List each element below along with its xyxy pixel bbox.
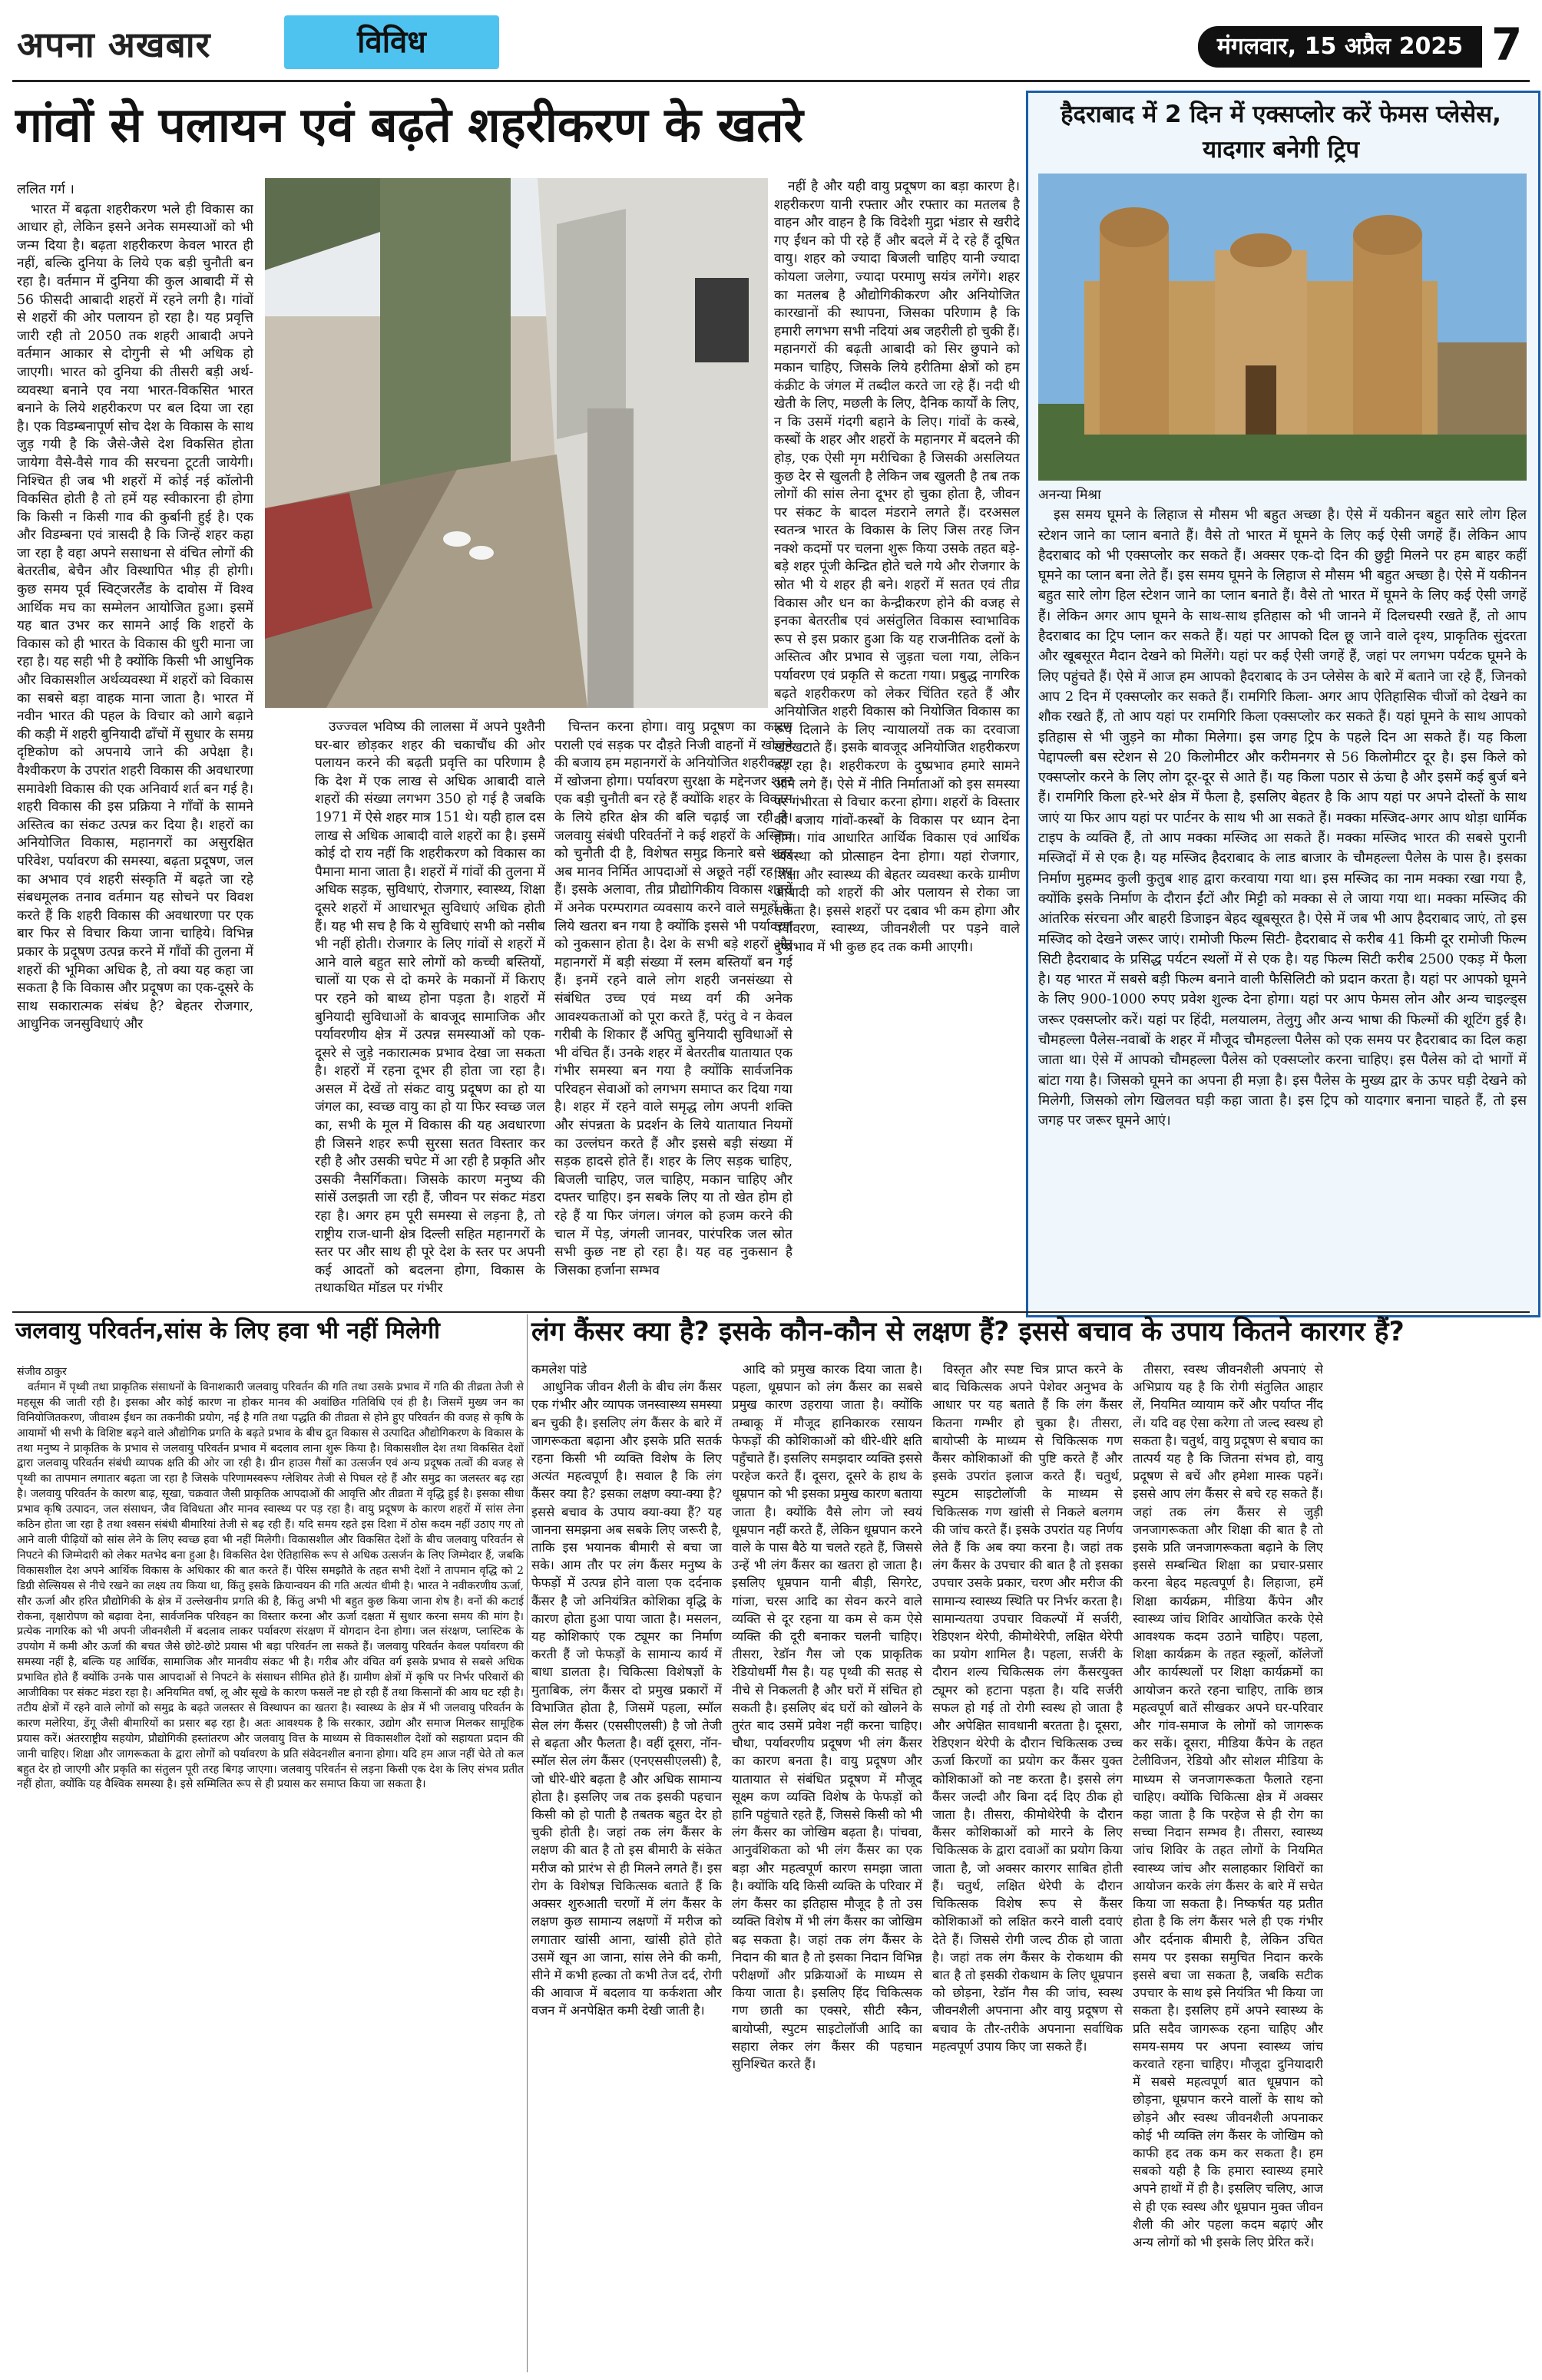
newspaper-brand: अपना अखबार: [17, 24, 211, 65]
article1-byline: ललित गर्ग ।: [17, 182, 74, 197]
article1-column-3: [554, 719, 793, 1310]
article2-byline: संजीव ठाकुर: [17, 1366, 67, 1378]
section-label: विविध: [284, 15, 499, 69]
masthead-rule: [12, 80, 1530, 82]
column-divider: [527, 1314, 528, 2372]
article1-text-2: उज्ज्वल भविष्य की लालसा में अपने पुश्तैनी घर-बार छोड़कर शहर की चकाचौंध की ओर पलायन करने की बढ़ती प्रवृत्ति का परिणाम है कि देश में एक लाख से अधिक आबादी वाले शहरों की संख्या लगभग 350 हो गई है जबकि 1971 में ऐसे शहर मात्र 151 थे। यही हाल दस लाख से अधिक आबादी वाले शहरों का है। इसमें कोई दो राय नहीं कि शहरीकरण को विकास का पैमाना माना जाता है। शहरों में गांवों की तुलना में अधिक सड़क, सुविधाएं, रोजगार, स्वास्थ्य, शिक्षा दूसरे शहरों में आधारभूत सुविधाएं अधिक होती हैं। यह भी सच है कि ये सुविधाएं सभी को नसीब भी नहीं होती। रोजगार के लिए गांवों से शहरों में आने वाले बहुत सारे लोगों को कच्ची बस्तियों, चालों या एक से दो कमरे के मकानों में किराए पर रहने को बाध्य होना पड़ता है। शहरों में बुनियादी सुविधाओं के बावजूद सामाजिक और पर्यावरणीय क्षेत्र में उत्पन्न समस्याओं को एक-दूसरे से जुड़े नकारात्मक प्रभाव देखा जा सकता है। शहरों में रहना दूभर ही होता जा रहा है। असल में देखें तो संकट वायु प्रदूषण का हो या जंगल का, स्वच्छ वायु का हो या फिर स्वच्छ जल का, सभी के मूल में विकास की यह अवधारणा ही जिसने शहर रूपी सुरसा सतत विस्तार कर रही है और उसकी चपेट में आ रही है प्रकृति और उसकी नैसर्गिकता। जिसके कारण मनुष्य की सांसें उलझती जा रही हैं, जीवन पर संकट मंडरा रहा है। अगर हम पूरी समस्या से लड़ना है, तो राष्ट्रीय राज-धानी क्षेत्र दिल्ली सहित महानगरों के स्तर पर और साथ ही पूरे देश के स्तर पर अपनी कई आदतों को बदलना होगा, विकास के तथाकथित मॉडल पर गंभीर: [315, 719, 545, 1297]
page-number: 7: [1491, 18, 1523, 71]
article1-text-4: नहीं है और यही वायु प्रदूषण का बड़ा कारण है। शहरीकरण यानी रफ्तार और रफ्तार का मतलब है वाहन और वाहन है कि विदेशी मुद्रा भंडार से खरीदे गए ईंधन को पी रहे हैं और बदले में दे रहे हैं दूषित वायु। शहर को ज्यादा बिजली चाहिए यानी ज्यादा कोयला जलेगा, ज्यादा परमाणु सयंत्र लगेंगे। शहर का मतलब है औद्योगिकीकरण और अनियोजित कारखानों की स्थापना, जिसका परिणाम है कि हमारी लगभग सभी नदियां अब जहरीली हो चुकी हैं। महानगरों की बढ़ती आबादी को सिर छुपाने को मकान चाहिए, जिसके लिये हरीतिमा क्षेत्रों को हम कंक्रीट के जंगल में तब्दील करते जा रहे हैं। नदी थी खेती के लिए, मछली के लिए, दैनिक कार्यों के लिए, न कि उसमें गंदगी बहाने के लिए। गांवों के कस्बे, कस्बों के शहर और शहरों के महानगर में बदलने की होड़, एक ऐसी मृग मरीचिका है जिसकी असलियत कुछ देर से खुलती है लेकिन जब खुलती है तब तक लोगों की सांस लेना दूभर हो चुका होता है, जीवन पर संकट के बादल मंडराने लगते हैं। दरअसल स्वतन्त्र भारत के विकास के लिए जिस तरह जिन नक्शे कदमों पर चलना शुरू किया उसके तहत बड़े-बड़े शहर पूंजी केन्द्रित होते चले गये और रोजगार के स्रोत भी ये शहर ही बने। शहरों में सतत एवं तीव्र विकास और धन का केन्द्रीकरण होने की वजह से इनका बेतरतीब एवं असंतुलित विकास स्वाभाविक रूप से इस प्रकार हुआ कि यह राजनीतिक दलों के अस्तित्व और प्रभाव से जुड़ता चला गया, लेकिन पर्यावरण एवं प्रकृति से कटता गया। प्रबुद्ध नागरिक बढ़ते शहरीकरण को लेकर चिंतित रहते हैं और अनियोजित शहरी विकास को नियोजित विकास का रूप दिलाने के लिए न्यायालयों तक का दरवाजा खटखटाते हैं। इसके बावजूद अनियोजित शहरीकरण बढ़ रहा है। शहरीकरण के दुष्प्रभाव हमारे सामने आने लगे हैं। ऐसे में नीति निर्माताओं को इस समस्या पर गंभीरता से विचार करना होगा। शहरों के विस्तार की बजाय गांवों-कस्बों के विकास पर ध्यान देना होगा। गांव आधारित आर्थिक विकास एवं आर्थिक व्यवस्था को प्रोत्साहन देना होगा। यहां रोजगार, शिक्षा और स्वास्थ्य की बेहतर व्यवस्था करके ग्रामीण आबादी को शहरों की ओर पलायन से रोका जा सकता है। इससे शहरों पर दबाव भी कम होगा और पर्यावरण, स्वास्थ्य, जीवनशैली पर पड़ने वाले दुष्प्रभाव में भी कुछ हद तक कमी आएगी।: [774, 179, 1020, 955]
fort-image: [1038, 174, 1527, 481]
article1-column-4: [774, 178, 1020, 1310]
section-divider: [12, 1311, 1530, 1313]
article1-text-1: भारत में बढ़ता शहरीकरण भले ही विकास का आधार हो, लेकिन इसने अनेक समस्याओं को भी जन्म दिया है। बढ़ता शहरीकरण केवल भारत ही नहीं, बल्कि दुनिया के लिये एक बड़ी चुनौती बन रहा है। वर्तमान में दुनिया की कुल आबादी में से 56 फीसदी आबादी शहरों में रहने लगी है। गांवों से शहरों की ओर पलायन हो रहा है। यह प्रवृत्ति जारी रही तो 2050 तक शहरी आबादी अपने वर्तमान आकार से दोगुनी से भी अधिक हो जाएगी। भारत को दुनिया की तीसरी बड़ी अर्थ-व्यवस्था बनाने एव नया भारत-विकसित भारत बनाने के लिये शहरीकरण पर बल दिया जा रहा है। एक विडम्बनापूर्ण सोच देश के विकास के साथ जुड़ गयी है कि जैसे-जैसे देश विकसित होता जायेगा वैसे-वैसे गाव की सरचना टूटती जायेगी। निश्चित ही जब भी शहरों में कोई नई कॉलोनी विकसित होती है तो हमें यह स्वीकारना ही होगा कि किसी न किसी गाव की कुर्बानी हुई है। एक और विडम्बना एवं त्रासदी है कि जिन्हें शहर कहा जा रहा है वहा अपने ससाधना से वंचित लोगों की बेतरतीब, बेचैन और विस्थापित भीड़ ही होगी। कुछ समय पूर्व स्विट्जरलैंड के दावोस में विश्व आर्थिक मच का सम्मेलन आयोजित हुआ। इसमें यह बात उभर कर सामने आई कि शहरों के विकास को ही भारत के विकास की धुरी माना जा रहा है। यह सही भी है क्योंकि किसी भी आधुनिक और विकासशील अर्थव्यवस्था में शहरों को विकास का सबसे बड़ा वाहक माना जाता है। भारत में नवीन भारत की पहल के विचार को आगे बढ़ाने की कड़ी में शहरी बुनियादी ढाँचों में सुधार के समग्र दृष्टिकोण को अपनाये जाने की अपेक्षा है। वैश्वीकरण के उपरांत शहरी विकास की अवधारणा समावेशी विकास की एक अनिवार्य शर्त बन गई है। शहरी विकास की इस प्रक्रिया ने गाँवों के सामने अस्तित्व का संकट उत्पन्न कर दिया है। शहरों का अनियोजित विकास, महानगरों का असुरक्षित परिवेश, पर्यावरण की समस्या, बढ़ता प्रदूषण, जल का अभाव एवं शहरी संस्कृति में बढ़ते जा रहे संबधमूलक तनाव वर्तमान यह सोचने पर विवश करते हैं कि शहरी विकास की अवधारणा पर एक बार फिर से विचार किया जाना चाहिये। विभिन्न प्रकार के प्रदूषण उत्पन्न करने में गाँवों की तुलना में शहरों की भूमिका अधिक है, तो क्या यह कहा जा सकता है कि विकास और प्रदूषण का एक-दूसरे के साथ सकारात्मक संबंध है? बेहतर रोजगार, आधुनिक जनसुविधाएं और: [17, 201, 253, 1033]
article3-text-2: आदि को प्रमुख कारक दिया जाता है। पहला, धूम्रपान को लंग कैंसर का सबसे प्रमुख कारण उहराया जाता है। क्योंकि तम्बाकू में मौजूद हानिकारक रसायन फेफड़ों की कोशिकाओं को धीरे-धीरे क्षति पहुँचाते हैं। इसलिए समझदार व्यक्ति इससे परहेज करते हैं। दूसरा, दूसरे के हाथ के धूम्रपान को भी इसका प्रमुख कारण बताया जाता है। क्योंकि वैसे लोग जो स्वयं धूम्रपान नहीं करते हैं, लेकिन धूम्रपान करने वाले के पास बैठे या चलते रहते हैं, जिससे उन्हें भी लंग कैंसर का खतरा हो जाता है। इसलिए धूम्रपान यानी बीड़ी, सिगरेट, गांजा, चरस आदि का सेवन करने वाले व्यक्ति से दूर रहना या कम से कम ऐसे व्यक्ति की दूरी बनाकर चलनी चाहिए। तीसरा, रेडॉन गैस जो एक प्राकृतिक रेडियोधर्मी गैस है। यह पृथ्वी की सतह से नीचे से निकलती है और घरों में संचित हो सकती है। इसलिए बंद घरों को खोलने के तुरंत बाद उसमें प्रवेश नहीं करना चाहिए। चौथा, पर्यावरणीय प्रदूषण भी लंग कैंसर का कारण बनता है। वायु प्रदूषण और यातायात से संबंधित प्रदूषण में मौजूद सूक्ष्म कण व्यक्ति विशेष के फेफड़ों को हानि पहुंचाते रहते हैं, जिससे किसी को भी लंग कैंसर का जोखिम बढ़ता है। पांचवा, आनुवंशिकता को भी लंग कैंसर का एक बड़ा और महत्वपूर्ण कारण समझा जाता है। क्योंकि यदि किसी व्यक्ति के परिवार में लंग कैंसर का इतिहास मौजूद है तो उस व्यक्ति विशेष में भी लंग कैंसर का जोखिम बढ़ सकता है। जहां तक लंग कैंसर के निदान की बात है तो इसका निदान विभिन्न परीक्षणों और प्रक्रियाओं के माध्यम से किया जाता है। इसलिए हिंद चिकित्सक गण छाती का एक्सरे, सीटी स्कैन, बायोप्सी, स्पुटम साइटोलॉजी आदि का सहारा लेकर लंग कैंसर की पहचान सुनिश्चित करते हैं।: [732, 1362, 922, 2071]
article3-column-3: [932, 1360, 1123, 2371]
village-street-photo: [265, 178, 768, 708]
article1-text-3: चिन्तन करना होगा। वायु प्रदूषण का कारण पराली एवं सड़क पर दौड़ते निजी वाहनों में खोजने की बजाय हम महानगरों के अनियोजित शहरीकरण में खोजना होगा। पर्यावरण सुरक्षा के मद्देनजर शहर एक बड़ी चुनौती बन रहे हैं क्योंकि शहर के विकास के लिये हरित क्षेत्र की बलि चढ़ाई जा रही है। जलवायु संबंधी परिवर्तनों ने कई शहरों के अस्तित्व को चुनौती दी है, विशेषत समुद्र किनारे बसे शहर अब मानव निर्मित आपदाओं से अछूते नहीं रह गए हैं। इसके अलावा, तीव्र प्रौद्योगिकीय विकास शहरों में अनेक परम्परागत व्यवसाय करने वाले समूहों के लिये खतरा बन गया है क्योंकि इससे भी पर्यावरण को नुकसान होता है। देश के सभी बड़े शहरों और महानगरों में बड़ी संख्या में स्लम बस्तियाँ बन गई हैं। इनमें रहने वाले लोग शहरी जनसंख्या से संबंधित उच्च एवं मध्य वर्ग की अनेक आवश्यकताओं को पूरा करते हैं, परंतु वे न केवल गरीबी के शिकार हैं अपितु बुनियादी सुविधाओं से भी वंचित हैं। उनके शहर में बेतरतीब यातायात एक गंभीर समस्या बन गया है क्योंकि सार्वजनिक परिवहन सेवाओं को लगभग समाप्त कर दिया गया है। शहर में रहने वाले समृद्ध लोग अपनी शक्ति और संपन्नता के प्रदर्शन के लिये यातायात नियमों का उल्लंघन करते हैं और इससे बड़ी संख्या में सड़क हादसे होते हैं। शहर के लिए सड़क चाहिए, बिजली चाहिए, जल चाहिए, मकान चाहिए और दफ्तर चाहिए। इन सबके लिए या तो खेत होम हो रहे हैं या फिर जंगल। जंगल को हजम करने की चाल में पेड़, जंगली जानवर, पारंपरिक जल स्रोत सभी कुछ नष्ट हो रहा है। यह वह नुकसान है जिसका हर्जाना सम्भव: [554, 719, 793, 1278]
issue-date: मंगलवार, 15 अप्रैल 2025: [1198, 26, 1482, 68]
article3-text-1: आधुनिक जीवन शैली के बीच लंग कैंसर एक गंभीर और व्यापक जनस्वास्थ्य समस्या बन चुकी है। इसलिए लंग कैंसर के बारे में जागरूकता बढ़ाना और इसके प्रति सतर्क रहना किसी भी व्यक्ति विशेष के लिए अत्यंत महत्वपूर्ण है। सवाल है कि लंग कैंसर क्या है? इसका लक्षण क्या-क्या है? इससे बचाव के उपाय क्या-क्या हैं? यह जानना समझना अब सबके लिए जरूरी है, ताकि इस भयानक बीमारी से बचा जा सके। आम तौर पर लंग कैंसर मनुष्य के फेफड़ों में उत्पन्न होने वाला एक दर्दनाक कैंसर है जो अनियंत्रित कोशिका वृद्धि के कारण होता हुआ पाया जाता है। मसलन, यह कोशिकाएं एक ट्यूमर का निर्माण करती हैं जो फेफड़ों के सामान्य कार्य में बाधा डालता है। चिकित्सा विशेषज्ञों के मुताबिक, लंग कैंसर दो प्रमुख प्रकारों में विभाजित होता है, जिसमें पहला, स्मॉल सेल लंग कैंसर (एससीएलसी) है जो तेजी से बढ़ता और फैलता है। वहीं दूसरा, नॉन-स्मॉल सेल लंग कैंसर (एनएससीएलसी) है, जो धीरे-धीरे बढ़ता है और अधिक सामान्य होता है। इसलिए जब तक इसकी पहचान किसी को हो पाती है तबतक बहुत देर हो चुकी होती है। जहां तक लंग कैंसर के लक्षण की बात है तो इस बीमारी के संकेत मरीज को प्रारंभ से ही मिलने लगते हैं। इस रोग के विशेषज्ञ चिकित्सक बताते हैं कि अक्सर शुरुआती चरणों में लंग कैंसर के लक्षण कुछ सामान्य लक्षणों में मरीज को लगातार खांसी आना, खांसी होते होते उसमें खून आ जाना, सांस लेने की कमी, सीने में कभी हल्का तो कभी तेज दर्द, रोगी की आवाज में बदलाव या कर्कशता और वजन में अनपेक्षित कमी देखी जाती है।: [531, 1380, 722, 2018]
article3-headline: लंग कैंसर क्या है? इसके कौन-कौन से लक्षण हैं? इससे बचाव के उपाय कितने कारगर हैं?: [531, 1317, 1405, 1347]
article2-text: वर्तमान में पृथ्वी तथा प्राकृतिक संसाधनों के विनाशकारी जलवायु परिवर्तन की गति तथा उसके प्रभाव में गति की तीव्रता तेजी से महसूस की जाती रही है। इसका और कोई कारण ना होकर मानव की अवांछित गतिविधि एवं ही है। जिसमें मुख्य जन का विनियोजितकरण, जीवाश्म ईंधन का तकनीकी प्रयोग, नई है गति तथा पद्धति की तीव्रता से होने हुए परिवर्तन की वजह से कृषि के आयामों भी सभी के विशिष्ट बढ़ने वाले औद्योगिक प्रगति के बढ़ते प्रभाव के बीच द्रुत विकास से उत्पादित औद्योगिकरण के विकास के तथा मनुष्य ने प्राकृतिक के प्रभाव से जलवायु परिवर्तन प्रभाव में बदलाव लाना शुरू किया है। विकासशील देश तथा विकसित देशों द्वारा जलवायु परिवर्तन संबंधी व्यापक क्षति की ओर जा रही है। ग्रीन हाउस गैसों का उत्सर्जन एवं अन्य प्रदूषक तत्वों की वजह से पृथ्वी का तापमान लगातार बढ़ता जा रहा है जिसके परिणामस्वरूप ग्लेशियर तेजी से पिघल रहे हैं और समुद्र का जलस्तर बढ़ रहा है। जलवायु परिवर्तन के कारण बाढ़, सूखा, चक्रवात जैसी प्राकृतिक आपदाओं की आवृत्ति और तीव्रता में वृद्धि हुई है। इसका सीधा प्रभाव कृषि उत्पादन, जल संसाधन, जैव विविधता और मानव स्वास्थ्य पर पड़ रहा है। वायु प्रदूषण के कारण शहरों में सांस लेना कठिन होता जा रहा है तथा श्वसन संबंधी बीमारियां तेजी से बढ़ रही हैं। यदि समय रहते इस दिशा में ठोस कदम नहीं उठाए गए तो आने वाली पीढ़ियों को सांस लेने के लिए स्वच्छ हवा भी नहीं मिलेगी। विकासशील और विकसित देशों के बीच जलवायु परिवर्तन से निपटने की जिम्मेदारी को लेकर मतभेद बना हुआ है। विकसित देश ऐतिहासिक रूप से अधिक उत्सर्जन के लिए जिम्मेदार हैं, जबकि विकासशील देश अपने आर्थिक विकास के अधिकार की बात करते हैं। पेरिस समझौते के तहत सभी देशों ने तापमान वृद्धि को 2 डिग्री सेल्सियस से नीचे रखने का लक्ष्य तय किया था, किंतु इसके क्रियान्वयन की गति अत्यंत धीमी है। भारत ने नवीकरणीय ऊर्जा, सौर ऊर्जा और हरित प्रौद्योगिकी के क्षेत्र में उल्लेखनीय प्रगति की है, किंतु अभी भी बहुत कुछ किया जाना शेष है। वनों की कटाई रोकना, वृक्षारोपण को बढ़ावा देना, सार्वजनिक परिवहन का विस्तार करना और ऊर्जा दक्षता में सुधार करना समय की मांग है। प्रत्येक नागरिक को भी अपनी जीवनशैली में बदलाव लाकर पर्यावरण संरक्षण में योगदान देना होगा। जल संरक्षण, प्लास्टिक के उपयोग में कमी और ऊर्जा की बचत जैसे छोटे-छोटे प्रयास भी बड़ा परिवर्तन ला सकते हैं। जलवायु परिवर्तन केवल पर्यावरण की समस्या नहीं है, बल्कि यह आर्थिक, सामाजिक और मानवीय संकट भी है। गरीब और वंचित वर्ग इसके प्रभाव से सबसे अधिक प्रभावित होते हैं क्योंकि उनके पास आपदाओं से निपटने के संसाधन सीमित होते हैं। ग्रामीण क्षेत्रों में कृषि पर निर्भर परिवारों की आजीविका पर संकट मंडरा रहा है। अनियमित वर्षा, लू और सूखे के कारण फसलें नष्ट हो रही हैं तथा किसानों की आय घट रही है। तटीय क्षेत्रों में रहने वाले लोगों को समुद्र के बढ़ते जलस्तर से विस्थापन का खतरा है। स्वास्थ्य के क्षेत्र में भी जलवायु परिवर्तन के कारण मलेरिया, डेंगू जैसी बीमारियों का प्रसार बढ़ रहा है। अतः आवश्यक है कि सरकार, उद्योग और समाज मिलकर सामूहिक प्रयास करें। अंतरराष्ट्रीय सहयोग, प्रौद्योगिकी हस्तांतरण और जलवायु वित्त के माध्यम से विकासशील देशों को सहायता प्रदान की जानी चाहिए। शिक्षा और जागरूकता के द्वारा लोगों को पर्यावरण के प्रति संवेदनशील बनाना होगा। यदि हम आज नहीं चेते तो कल बहुत देर हो जाएगी और प्रकृति का संतुलन पूरी तरह बिगड़ जाएगा। जलवायु परिवर्तन से लड़ना किसी एक देश के लिए संभव प्रतीत नहीं होता, क्योंकि यह वैश्विक समस्या है। इसे सम्मिलित रूप से ही प्रयास कर समाप्त किया जा सकता है।: [17, 1380, 524, 1791]
masthead: [0, 0, 1542, 91]
article1-column-2: [315, 719, 545, 1310]
sidebar-byline: अनन्या मिश्रा: [1038, 487, 1101, 503]
article1-headline: गांवों से पलायन एवं बढ़ते शहरीकरण के खतरे: [15, 97, 803, 153]
article3-text-4: तीसरा, स्वस्थ जीवनशैली अपनाएं से अभिप्राय यह है कि रोगी संतुलित आहार लें, नियमित व्यायाम करें और पर्याप्त नींद लें। यदि वह ऐसा करेगा तो जल्द स्वस्थ हो सकता है। चतुर्थ, वायु प्रदूषण से बचाव का तात्पर्य यह है कि जितना संभव हो, वायु प्रदूषण से बचें और हमेशा मास्क पहनें। इससे आप लंग कैंसर से बचे रह सकते हैं। जहां तक लंग कैंसर से जुड़ी जनजागरूकता और शिक्षा की बात है तो इसके प्रति जनजागरूकता बढ़ाने के लिए इससे सम्बन्धित शिक्षा का प्रचार-प्रसार करना बेहद महत्वपूर्ण है। लिहाजा, हमें शिक्षा कार्यक्रम, मीडिया कैंपेन और स्वास्थ्य जांच शिविर आयोजित करके ऐसे आवश्यक कदम उठाने चाहिए। पहला, शिक्षा कार्यक्रम के तहत स्कूलों, कॉलेजों और कार्यस्थलों पर शिक्षा कार्यक्रमों का आयोजन करते रहना चाहिए, ताकि छात्र महत्वपूर्ण बातें सीखकर अपने घर-परिवार और गांव-समाज के लोगों को जागरूक कर सकें। दूसरा, मीडिया कैंपेन के तहत टेलीविजन, रेडियो और सोशल मीडिया के माध्यम से जनजागरूकता फैलाते रहना चाहिए। क्योंकि चिकित्सा क्षेत्र में अक्सर कहा जाता है कि परहेज से ही रोग का सच्चा निदान सम्भव है। तीसरा, स्वास्थ्य जांच शिविर के तहत लोगों के नियमित स्वास्थ्य जांच और सलाहकार शिविरों का आयोजन करके लंग कैंसर के बारे में सचेत किया जा सकता है। निष्कर्षत यह प्रतीत होता है कि लंग कैंसर भले ही एक गंभीर और दर्दनाक बीमारी है, लेकिन उचित समय पर इसका समुचित निदान करके इससे बचा जा सकता है, जबकि सटीक उपचार के साथ इसे नियंत्रित भी किया जा सकता है। इसलिए हमें अपने स्वास्थ्य के प्रति सदैव जागरूक रहना चाहिए और समय-समय पर अपना स्वास्थ्य जांच करवाते रहना चाहिए। मौजूदा दुनियादारी में सबसे महत्वपूर्ण बात धूम्रपान को छोड़ना, धूम्रपान करने वालों के साथ को छोड़ने और स्वस्थ जीवनशैली अपनाकर कोई भी व्यक्ति लंग कैंसर के जोखिम को काफी हद तक कम कर सकता है। हम सबको यही है कि हमारा स्वास्थ्य हमारे अपने हाथों में ही है। इसलिए चलिए, आज से ही एक स्वस्थ और धूम्रपान मुक्त जीवन शैली की ओर पहला कदम बढ़ाएं और अन्य लोगों को भी इसके लिए प्रेरित करें।: [1133, 1362, 1323, 2249]
article3-column-1: [531, 1360, 722, 2371]
article3-column-4: [1133, 1360, 1323, 2371]
article3-text-3: विस्तृत और स्पष्ट चित्र प्राप्त करने के बाद चिकित्सक अपने पेशेवर अनुभव के आधार पर यह बताते हैं कि लंग कैंसर कितना गम्भीर हो चुका है। तीसरा, बायोप्सी के माध्यम से चिकित्सक गण कैंसर कोशिकाओं की पुष्टि करते हैं और इसके उपरांत इलाज करते हैं। चतुर्थ, स्पुटम साइटोलॉजी के माध्यम से चिकित्सक गण खांसी से निकले बलगम की जांच करते हैं। इसके उपरांत यह निर्णय लेते हैं कि अब क्या करना है। जहां तक लंग कैंसर के उपचार की बात है तो इसका उपचार उसके प्रकार, चरण और मरीज की सामान्य स्वास्थ्य स्थिति पर निर्भर करता है। सामान्यतया उपचार विकल्पों में सर्जरी, रेडिएशन थेरेपी, कीमोथेरेपी, लक्षित थेरेपी का प्रयोग शामिल है। पहला, सर्जरी के दौरान शल्य चिकित्सक लंग कैंसरयुक्त ट्यूमर को हटाना पड़ता है। यदि सर्जरी सफल हो गई तो रोगी स्वस्थ हो जाता है और अपेक्षित सावधानी बरतता है। दूसरा, रेडिएशन थेरेपी के दौरान चिकित्सक उच्च ऊर्जा किरणों का प्रयोग कर कैंसर युक्त कोशिकाओं को नष्ट करता है। इससे लंग कैंसर जल्दी और बिना दर्द दिए ठीक हो जाता है। तीसरा, कीमोथेरेपी के दौरान कैंसर कोशिकाओं को मारने के लिए चिकित्सक के द्वारा दवाओं का प्रयोग किया जाता है, जो अक्सर कारगर साबित होती हैं। चतुर्थ, लक्षित थेरेपी के दौरान चिकित्सक विशेष रूप से कैंसर कोशिकाओं को लक्षित करने वाली दवाएं देते हैं। जिससे रोगी जल्द ठीक हो जाता है। जहां तक लंग कैंसर के रोकथाम की बात है तो इसकी रोकथाम के लिए धूम्रपान को छोड़ना, रेडॉन गैस की जांच, स्वस्थ जीवनशैली अपनाना और वायु प्रदूषण से बचाव के तौर-तरीके अपनाना सर्वाधिक महत्वपूर्ण उपाय किए जा सकते हैं।: [932, 1362, 1123, 2054]
article2-headline: जलवायु परिवर्तन,सांस के लिए हवा भी नहीं मिलेगी: [15, 1317, 440, 1344]
article3-byline: कमलेश पांडे: [531, 1362, 587, 1377]
fort-photo: [1038, 174, 1527, 481]
article3-column-2: [732, 1360, 922, 2371]
sidebar-text: इस समय घूमने के लिहाज से मौसम भी बहुत अच्छा है। ऐसे में यकीनन बहुत सारे लोग हिल स्टेशन जाने का प्लान बनाते हैं। वैसे तो भारत में घूमने के लिए कई ऐसी जगहें हैं। लेकिन आप हैदराबाद को भी एक्सप्लोर कर सकते हैं। अक्सर एक-दो दिन की छुट्टी मिलने पर हम बाहर कहीं घूमने का प्लान बना लेते हैं। इस समय घूमने के लिहाज से मौसम भी बहुत अच्छा है। ऐसे में यकीनन बहुत सारे लोग हिल स्टेशन जाने का प्लान बनाते हैं। वैसे तो भारत में घूमने के लिए कई ऐसी जगहें हैं। लेकिन अगर आप घूमने के साथ-साथ इतिहास को भी जानने में दिलचस्पी रखते हैं, तो आप हैदराबाद का ट्रिप प्लान कर सकते हैं। यहां पर आपको दिल छू जाने वाले दृश्य, प्राकृतिक सुंदरता और खूबसूरत मैदान देखने को मिलेंगे। यहां पर कई ऐसी जगहें हैं, जहां पर लगभग पर्यटक घूमने के लिए पहुंचते हैं। ऐसे में आज हम आपको हैदराबाद के उन प्लेसेस के बारे में बताने जा रहे हैं, जिनको आप 2 दिन में एक्सप्लोर कर सकते हैं। रामगिरि किला- अगर आप ऐतिहासिक चीजों को देखने का शौक रखते हैं, तो आप यहां पर रामगिरि किला एक्सप्लोर कर सकते हैं। यहां घूमने के साथ आपको इतिहास से भी जुड़ने का मौका मिलेगा। इस जगह ट्रिप के पहले दिन आ सकते हैं। यह किला पेद्दापल्ली बस स्टेशन से 20 किलोमीटर और करीमनगर से 56 किलोमीटर दूर है। इस किले को एक्सप्लोर करने के लिए लोग दूर-दूर से आते हैं। यह किला पठार से ऊंचा है और इसमें कई बुर्ज बने हैं। रामगिरि किला हरे-भरे क्षेत्र में फैला है, इसलिए बेहतर है कि आप यहां पर अपने दोस्तों के साथ जाएं या फिर आप यहां पर पार्टनर के साथ भी आ सकते हैं। मक्का मस्जिद-अगर आप थोड़ा धार्मिक टाइप के व्यक्ति हैं, तो आप मक्का मस्जिद आ सकते हैं। मक्का मस्जिद भारत की सबसे पुरानी मस्जिदों में से एक है। यह मस्जिद हैदराबाद के लाड बाजार के चौमहल्ला पैलेस के पास है। इसका निर्माण मुहम्मद कुली कुतुब शाह द्वारा करवाया गया था। इस मस्जिद का नाम मक्का रखा गया है, क्योंकि इसके निर्माण के दौरान ईंटों और मिट्टी को मक्का से ले जाया गया था। मक्का मस्जिद की आंतरिक संरचना और बाहरी डिजाइन बेहद खूबसूरत है। ऐसे में जब भी आप हैदराबाद जाएं, तो इस मस्जिद को देखने जरूर जाएं। रामोजी फिल्म सिटी- हैदराबाद से करीब 41 किमी दूर रामोजी फिल्म सिटी हैदराबाद के प्रसिद्ध पर्यटन स्थलों में से एक है। यह फिल्म सिटी करीब 2500 एकड़ में फैला है। यह भारत में सबसे बड़ी फिल्म बनाने वाली फैसिलिटी को प्रदान करता है। यहां पर आपको घूमने के लिए 900-1000 रुपए प्रवेश शुल्क देना होगा। यहां पर आप फेमस लोन और अन्य चाइल्ड्स जरूर एक्सप्लोर करें। यहां पर हिंदी, मलयालम, तेलुगु और अन्य भाषा की फिल्मों की शूटिंग हुई है। चौमहल्ला पैलेस-नवाबों के शहर में मौजूद चौमहल्ला पैलेस को एक समय पर हैदराबाद का दिल कहा जाता था। ऐसे में आपको चौमहल्ला पैलेस को एक्सप्लोर करना चाहिए। इस पैलेस को दो भागों में बांटा गया है। जिसको घूमने का अपना ही मज़ा है। इस पैलेस के मुख्य द्वार के ऊपर घड़ी देखने को मिलेगी, जिसको लोग खिलवत घड़ी कहा जाता है। इस ट्रिप को यादगार बनाना चाहते हैं, तो इस जगह पर जरूर घूमने आएं।: [1038, 507, 1527, 1129]
article1-column-1: [17, 181, 253, 1310]
sidebar-body: [1038, 485, 1527, 1305]
sidebar-headline: हैदराबाद में 2 दिन में एक्सप्लोर करें फेमस प्लेसेस, यादगार बनेगी ट्रिप: [1061, 101, 1501, 164]
article2-body: [17, 1365, 524, 2371]
village-street-image: [265, 178, 768, 708]
